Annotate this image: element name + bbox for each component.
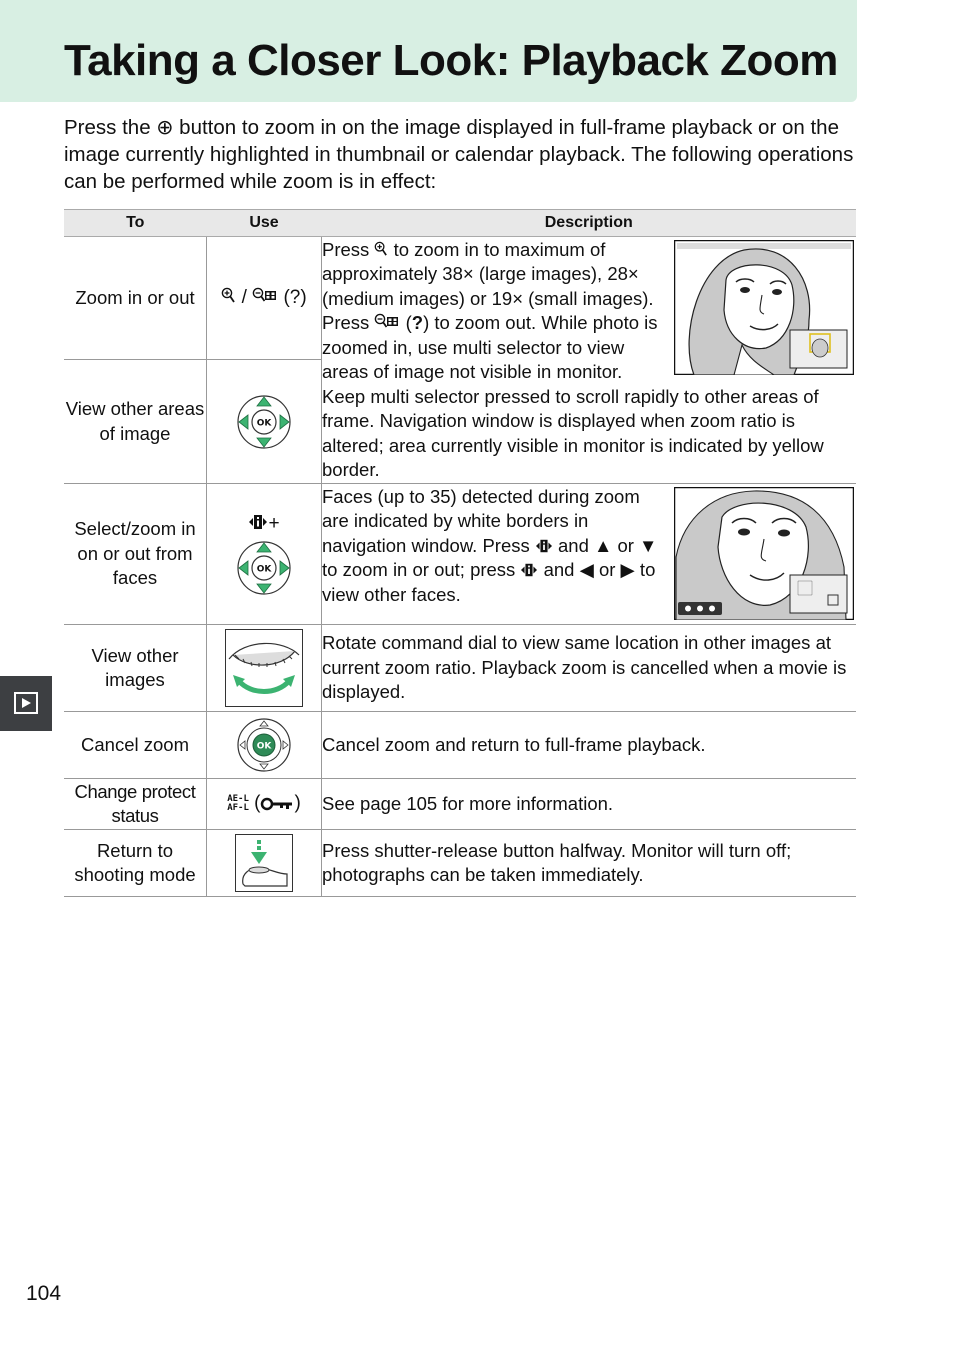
info-button-icon bbox=[520, 562, 538, 578]
intro-text-end: button to zoom in on the image displayed in full-frame playback or on the image currently highlighted in thumbnail or calendar playback. The following operations can be performed while zoom is in effect: bbox=[64, 116, 854, 193]
info-button-icon bbox=[535, 538, 553, 554]
row-use-cell bbox=[207, 712, 322, 779]
row-to-label: Select/zoom in on or out from faces bbox=[64, 484, 207, 625]
desc-text-3: and ◀ or ▶ to view other faces. bbox=[322, 559, 656, 605]
desc-text-4: ) to zoom out. bbox=[423, 312, 537, 333]
row-use-cell bbox=[207, 360, 322, 484]
row-to-label: Cancel zoom bbox=[64, 712, 207, 779]
table-row bbox=[64, 484, 856, 625]
zoom-in-icon bbox=[221, 287, 236, 305]
table-row bbox=[64, 779, 856, 830]
playback-section-tab bbox=[0, 676, 52, 731]
header-to: To bbox=[64, 210, 207, 237]
ok-button-icon bbox=[236, 717, 292, 773]
command-dial-icon bbox=[225, 629, 303, 707]
ok-label: OK bbox=[256, 418, 272, 428]
row-use-cell bbox=[207, 237, 322, 360]
zoom-out-thumbnail-icon bbox=[374, 313, 400, 331]
row-description: Cancel zoom and return to full-frame playback. bbox=[322, 712, 857, 779]
row-use-cell bbox=[207, 625, 322, 712]
row-description: Rotate command dial to view same location in other images at current zoom ratio. Playback zoom is cancelled when a movie is displayed. bbox=[322, 625, 857, 712]
desc-text-2: to zoom in to maximum of approximately 38× (large images), 28× (medium images) or 19× (small images). Press bbox=[322, 238, 654, 333]
header-use: Use bbox=[207, 210, 322, 237]
header-description: Description bbox=[322, 210, 857, 237]
row-to-label: Zoom in or out bbox=[64, 237, 207, 360]
zoom-in-icon bbox=[374, 241, 388, 258]
intro-text-start: Press the bbox=[64, 116, 157, 139]
help-glyph: ? bbox=[411, 312, 424, 333]
use-plus: + bbox=[268, 512, 280, 534]
table-row bbox=[64, 712, 856, 779]
multi-selector-icon bbox=[236, 540, 292, 596]
protect-key-icon bbox=[260, 797, 294, 811]
table-row bbox=[64, 830, 856, 897]
row-use-cell bbox=[207, 484, 322, 625]
intro-paragraph bbox=[64, 114, 856, 195]
row-description bbox=[322, 484, 857, 625]
desc-text-1: Faces (up to 35) detected during zoom are indicated by white borders in navigation window. Press bbox=[322, 485, 640, 556]
row-to-label: Change protect status bbox=[64, 779, 207, 830]
desc-text-1: Press bbox=[322, 238, 375, 260]
desc-text-2: and ▲ or ▼ to zoom in or out; press bbox=[322, 534, 658, 580]
face-zoom-image bbox=[674, 487, 854, 620]
row-description bbox=[322, 237, 857, 484]
page-title: Taking a Closer Look: Playback Zoom bbox=[64, 36, 838, 85]
row-to-label: View other images bbox=[64, 625, 207, 712]
info-button-icon bbox=[248, 513, 268, 531]
ok-label: OK bbox=[256, 741, 272, 752]
zoom-out-thumbnail-icon bbox=[252, 287, 278, 305]
use-separator: / bbox=[236, 287, 253, 309]
table-header-row bbox=[64, 210, 856, 237]
desc-text-3: ( bbox=[400, 312, 412, 333]
playback-icon bbox=[14, 692, 38, 714]
table-row bbox=[64, 237, 856, 360]
shutter-release-icon bbox=[235, 834, 293, 892]
zoomed-portrait-image bbox=[674, 240, 854, 375]
desc-text-view-areas: While photo is zoomed in, use multi selector to view areas of image not visible in monitor. Keep multi selector pressed to scroll rapidly to other areas of frame. Navigation window is displayed when zoom ratio is altered; area currently visible in monitor is indicated by yellow border. bbox=[322, 312, 824, 480]
row-use-cell: AE-L AF-L ( ) bbox=[207, 779, 322, 830]
row-to-label: Return to shooting mode bbox=[64, 830, 207, 897]
multi-selector-icon bbox=[236, 394, 292, 450]
ok-label: OK bbox=[256, 564, 272, 575]
row-description: Press shutter-release button halfway. Monitor will turn off; photographs can be taken immediately. bbox=[322, 830, 857, 897]
row-to-label: View other areas of image bbox=[64, 360, 207, 484]
page-number: 104 bbox=[26, 1282, 62, 1305]
operations-table bbox=[64, 209, 856, 897]
table-row bbox=[64, 625, 856, 712]
zoom-in-icon: ⊕ bbox=[156, 115, 174, 139]
ae-af-lock-icon: AE-L AF-L bbox=[227, 794, 249, 814]
row-description: See page 105 for more information. bbox=[322, 779, 857, 830]
row-use-cell bbox=[207, 830, 322, 897]
help-button-label: (?) bbox=[278, 287, 307, 309]
